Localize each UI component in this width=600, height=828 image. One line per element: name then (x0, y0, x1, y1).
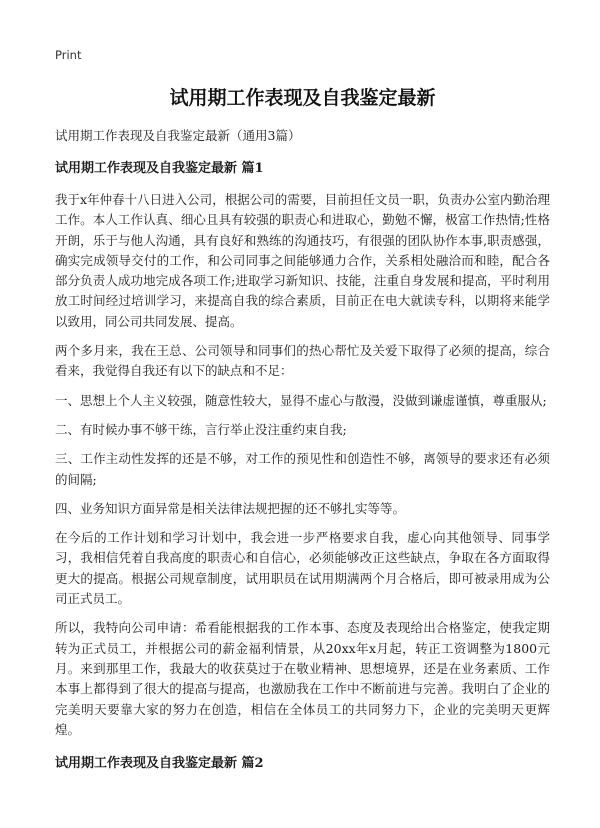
section-heading-1: 试用期工作表现及自我鉴定最新 篇1 (55, 161, 264, 176)
paragraph-8: 所以，我特向公司申请：希看能根据我的工作本事、态度及表现给出合格鉴定，使我定期转为正式员工，并根据公司的薪金福利情景，从20xx年x月起，转正工资调整为1800元月。来到那里工作，我最大的收获莫过于在敬业精神、思想境界，还是在业务素质、工作本事上都得到了很大的提高与提高，也激励我在工作中不断前进与完善。我明白了企业的完美明天要靠大家的努力在创造，相信在全体员工的共同努力下，企业的完美明天更辉煌。 (55, 620, 550, 737)
paragraph-6: 四、业务知识方面异常是相关法律法规把握的还不够扎实等等。 (55, 500, 406, 516)
paragraph-4: 二、有时候办事不够干练，言行举止没注重约束自我; (55, 421, 347, 437)
paragraph-1: 我于x年仲春十八日进入公司，根据公司的需要，目前担任文员一职，负责办公室内勤治理工作。本人工作认真、细心且具有较强的职责心和进取心，勤勉不懈，极富工作热情;性格开朗，乐于与他人沟通，具有良好和熟练的沟通技巧，有很强的团队协作本事,职责感强，确实完成领导交付的工作，和公司同事之间能够通力合作，关系相处融洽而和睦，配合各部分负责人成功地完成各项工作;进取学习新知识、技能，注重自身发展和提高，平时利用放工时间经过培训学习，来提高自我的综合素质，目前正在电大就读专科，以期将来能学以致用，同公司共同发展、提高。 (55, 192, 550, 329)
paragraph-3: 一、思想上个人主义较强，随意性较大，显得不虚心与散漫，没做到谦虚谨慎，尊重服从; (55, 392, 547, 408)
section-heading-2: 试用期工作表现及自我鉴定最新 篇2 (55, 756, 264, 772)
page-title: 试用期工作表现及自我鉴定最新 (169, 87, 436, 109)
paragraph-5: 三、工作主动性发挥的还是不够，对工作的预见性和创造性不够，离领导的要求还有必须的间隔; (55, 451, 550, 487)
print-link[interactable]: Print (55, 48, 82, 62)
paragraph-7: 在今后的工作计划和学习计划中，我会进一步严格要求自我，虚心向其他领导、同事学习，我相信凭着自我高度的职责心和自信心，必须能够改正这些缺点，争取在各方面取得更大的提高。根据公司规章制度，试用职员在试用期满两个月合格后，即可被录用成为公司正式员工。 (55, 530, 550, 607)
paragraph-2: 两个多月来，我在王总、公司领导和同事们的热心帮忙及关爱下取得了必须的提高，综合看来，我觉得自我还有以下的缺点和不足： (55, 343, 550, 379)
document-subtitle: 试用期工作表现及自我鉴定最新（通用3篇） (55, 128, 301, 143)
